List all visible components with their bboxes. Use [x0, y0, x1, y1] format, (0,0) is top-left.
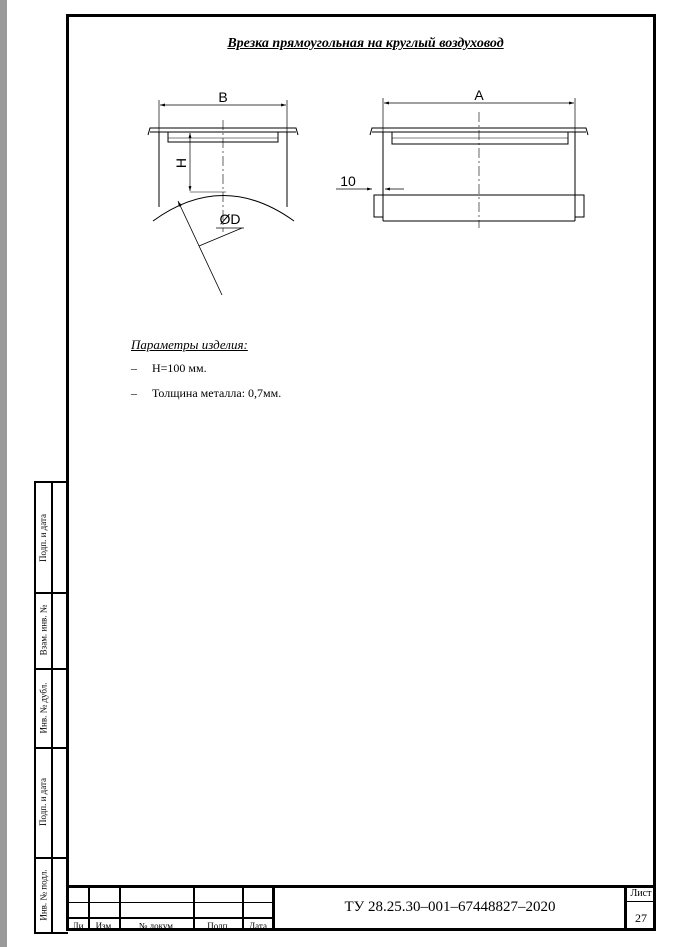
dimension-a-label: A: [474, 87, 484, 103]
sheet-label: Лист: [630, 888, 652, 899]
column-label-document: № докум.: [138, 921, 176, 931]
list-marker: –: [131, 361, 137, 375]
side-label-sign-date-2: Подп. и дата: [38, 777, 49, 827]
side-label-dup-inv: Инв. № дубл.: [38, 682, 49, 733]
parameter-text: H=100 мм.: [152, 361, 207, 375]
dimension-10-label: 10: [340, 173, 356, 189]
front-view: [336, 98, 588, 228]
column-label-li: Ли: [72, 921, 84, 931]
parameter-item: [131, 386, 281, 401]
dimension-b-label: B: [218, 89, 228, 105]
title-block-top-border: [66, 885, 656, 888]
sheet-number: 27: [635, 911, 647, 925]
title-block-divider: [624, 901, 656, 902]
side-view: [148, 100, 298, 295]
document-code: ТУ 28.25.30–001–67448827–2020: [344, 899, 556, 915]
column-label-change: Изм.: [95, 921, 114, 931]
side-label-original-inv: Инв. № подл.: [38, 868, 49, 921]
page-title: Врезка прямоугольная на круглый воздуховод: [227, 36, 504, 51]
list-marker: –: [131, 386, 137, 400]
column-label-signature: Подп.: [207, 921, 230, 931]
side-label-sign-date-1: Подп. и дата: [38, 513, 49, 562]
diameter-leader: [178, 201, 222, 295]
parameter-item: [131, 361, 207, 376]
parameter-text: Толщина металла: 0,7мм.: [152, 386, 282, 400]
parameters-heading: Параметры изделия:: [131, 337, 248, 352]
dimension-h-label: H: [173, 157, 189, 169]
side-label-replace-inv: Взам. инв. №: [38, 604, 49, 656]
diameter-label: ØD: [219, 211, 241, 227]
column-label-date: Дата: [249, 921, 267, 931]
